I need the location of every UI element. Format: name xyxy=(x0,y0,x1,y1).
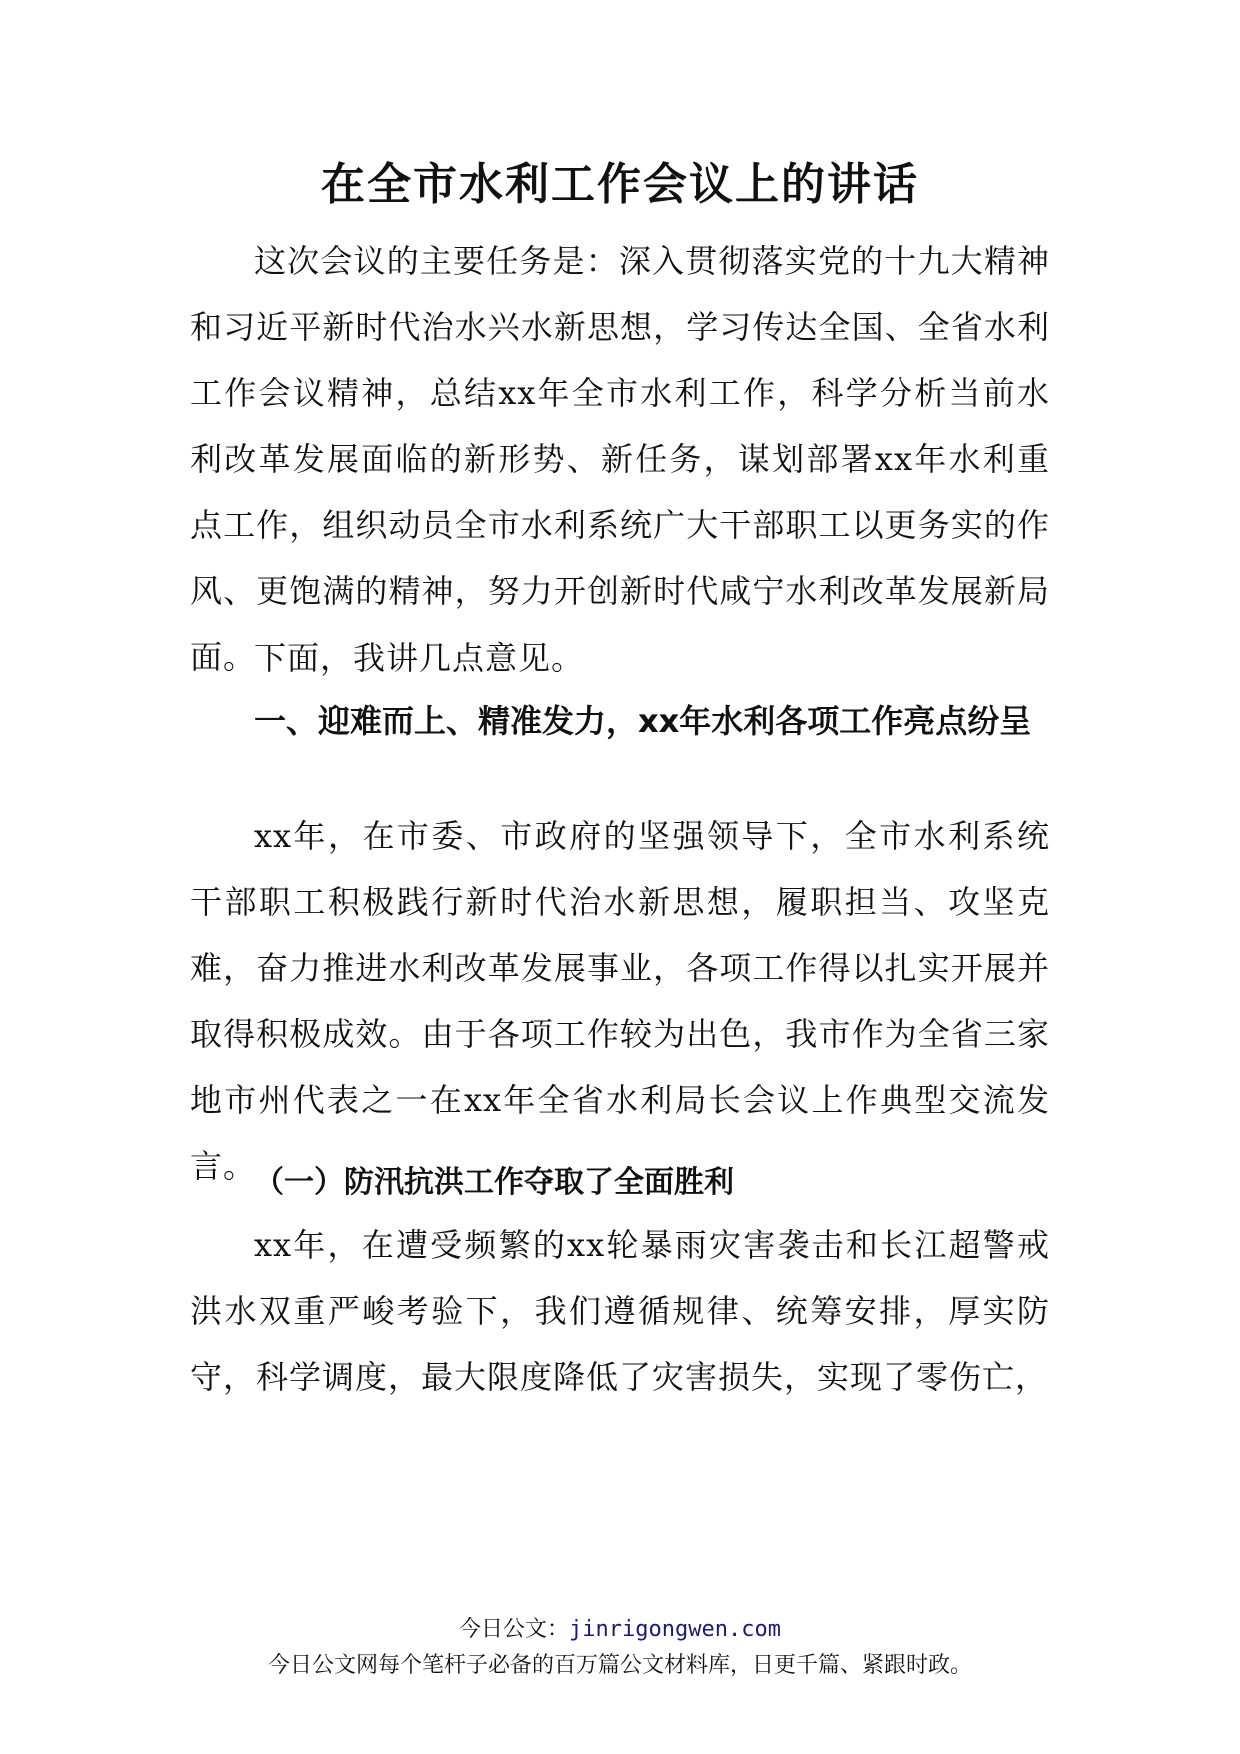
footer-slogan: 今日公文网每个笔杆子必备的百万篇公文材料库，日更千篇、紧跟时政。 xyxy=(267,1653,972,1678)
footer-site-line xyxy=(0,1612,1240,1643)
subsection-heading-1: （一）防汛抗洪工作夺取了全面胜利 xyxy=(254,1165,734,1200)
document-title: 在全市水利工作会议上的讲话 xyxy=(321,159,919,210)
section-heading-1: 一、迎难而上、精准发力，xx年水利各项工作亮点纷呈 xyxy=(254,702,1032,740)
transition-paragraph: 下面，我讲几点意见。 xyxy=(254,639,585,677)
subsection-1-paragraph: xx年，在遭受频繁的xx轮暴雨灾害袭击和长江超警戒洪水双重严峻考验下，我们遵循规律、统筹安排，厚实防守，科学调度，最大限度降低了灾害损失，实现了零伤亡， xyxy=(190,1226,1050,1396)
footer-site-label: 今日公文： xyxy=(459,1617,570,1642)
section-1-paragraph: xx年，在市委、市政府的坚强领导下，全市水利系统干部职工积极践行新时代治水新思想，履职担当、攻坚克难，奋力推进水利改革发展事业，各项工作得以扎实开展并取得积极成效。由于各项工作较为出色，我市作为全省三家地市州代表之一在xx年全省水利局长会议上作典型交流发言。 xyxy=(190,817,1050,1185)
footer-site-link[interactable]: jinrigongwen.com xyxy=(569,1617,781,1642)
intro-paragraph: 这次会议的主要任务是：深入贯彻落实党的十九大精神和习近平新时代治水兴水新思想，学习传达全国、全省水利工作会议精神，总结xx年全市水利工作，科学分析当前水利改革发展面临的新形势、新任务，谋划部署xx年水利重点工作，组织动员全市水利系统广大干部职工以更务实的作风、更饱满的精神，努力开创新时代咸宁水利改革发展新局面。 xyxy=(190,242,1050,676)
